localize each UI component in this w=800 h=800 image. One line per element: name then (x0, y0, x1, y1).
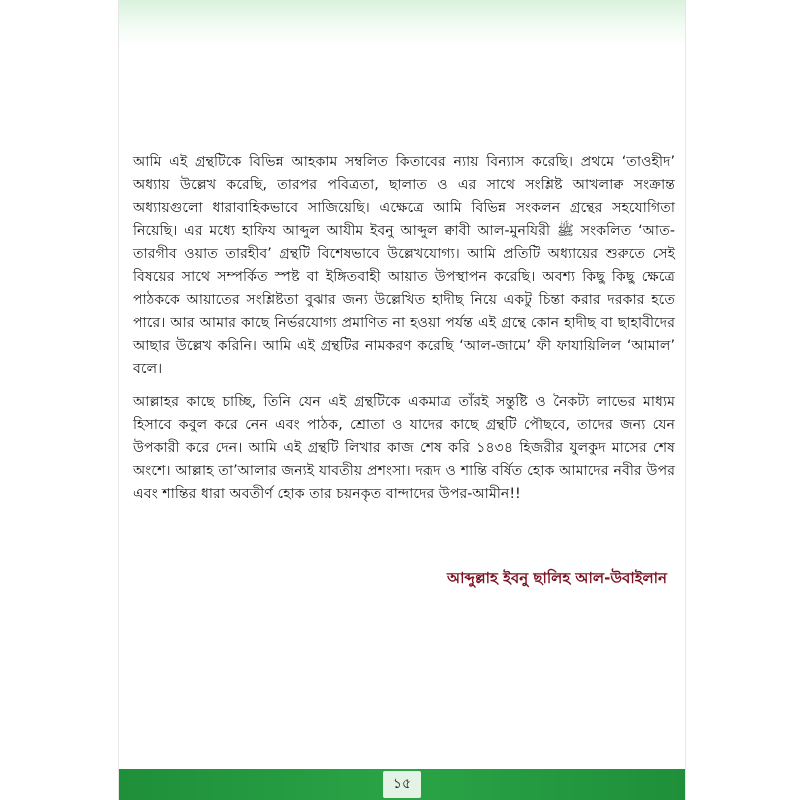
footer-bar (119, 769, 685, 800)
top-gradient-decoration (119, 0, 685, 46)
body-text (133, 151, 675, 506)
paragraph-1: আমি এই গ্রন্থটিকে বিভিন্ন আহকাম সম্বলিত কিতাবের ন্যায় বিন্যাস করেছি। প্রথমে ‘তাওহীদ’ অধ্যায় উল্লেখ করেছি, তারপর পবিত্রতা, ছালাত ও এর সাথে সংশ্লিষ্ট আখলাক্ব সংক্রান্ত অধ্যায়গুলো ধারাবাহিকভাবে সাজিয়েছি। এক্ষেত্রে আমি বিভিন্ন সংকলন গ্রন্থের সহযোগিতা নিয়েছি। এর মধ্যে হাফিয আব্দুল আযীম ইবনু আব্দুল ক্বাবী আল-মুনযিরী ﷺ সংকলিত ‘আত-তারগীব ওয়াত তারহীব’ গ্রন্থটি বিশেষভাবে উল্লেখযোগ্য। আমি প্রতিটি অধ্যায়ের শুরুতে সেই বিষয়ের সাথে সম্পর্কিত স্পষ্ট বা ইঙ্গিতবাহী আয়াত উপস্থাপন করেছি। অবশ্য কিছু কিছু ক্ষেত্রে পাঠককে আয়াতের সংশ্লিষ্টতা বুঝার জন্য উল্লেখিত হাদীছ নিয়ে একটু চিন্তা করার দরকার হতে পারে। আর আমার কাছে নির্ভরযোগ্য প্রমাণিত না হওয়া পর্যন্ত এই গ্রন্থে কোন হাদীছ বা ছাহাবীদের আছার উল্লেখ করিনি। আমি এই গ্রন্থটির নামকরণ করেছি ‘আল-জামে’ ফী ফাযায়িলিল ‘আমাল’ বলে। (133, 154, 675, 377)
page-number: ১৫ (383, 771, 421, 798)
book-page (118, 0, 686, 800)
author-signature: আব্দুল্লাহ ইবনু ছালিহ আল-উবাইলান (446, 569, 667, 587)
paragraph-2: আল্লাহর কাছে চাচ্ছি, তিনি যেন এই গ্রন্থটিকে একমাত্র তাঁরই সন্তুষ্টি ও নৈকট্য লাভের মাধ্যম হিসাবে কবুল করে নেন এবং পাঠক, শ্রোতা ও যাদের কাছে গ্রন্থটি পৌছবে, তাদের জন্য যেন উপকারী করে দেন। আমি এই গ্রন্থটি লিখার কাজ শেষ করি ১৪৩৪ হিজরীর যুলকুদ মাসের শেষ অংশে। আল্লাহ তা’আলার জন্যই যাবতীয় প্রশংসা। দরূদ ও শান্তি বর্ষিত হোক আমাদের নবীর উপর এবং শান্তির ধারা অবতীর্ণ হোক তার চয়নকৃত বান্দাদের উপর-আমীন!! (133, 394, 675, 502)
